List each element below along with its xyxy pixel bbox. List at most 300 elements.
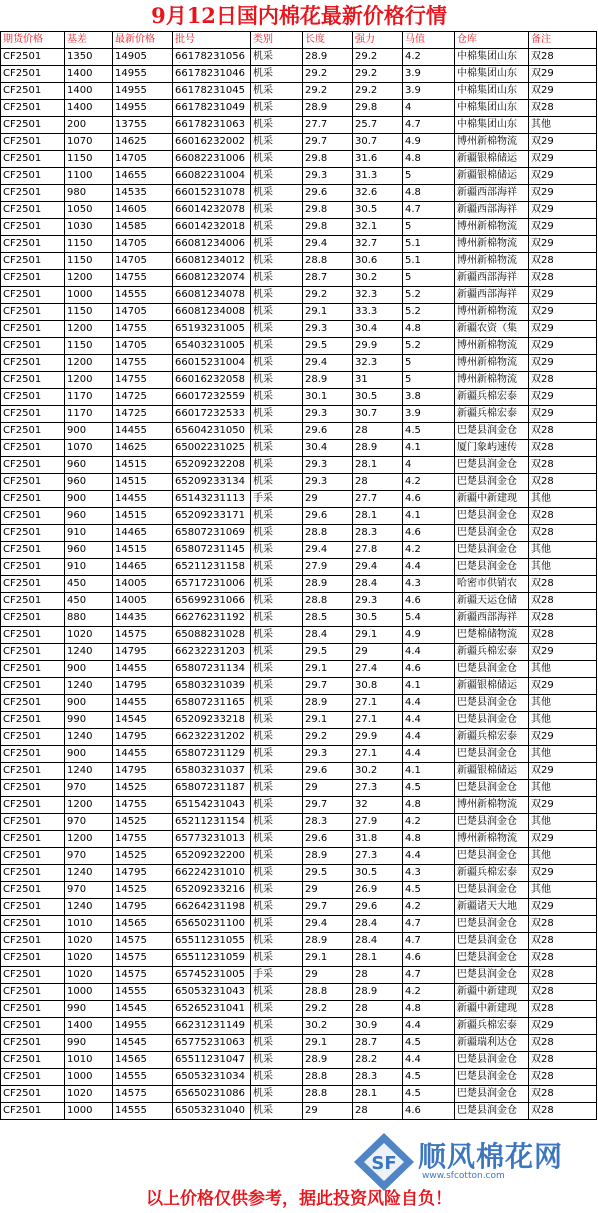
table-cell: 14795 xyxy=(113,678,173,695)
table-cell: 14755 xyxy=(113,372,173,389)
table-cell: 1000 xyxy=(65,287,113,304)
table-cell: 机采 xyxy=(251,474,303,491)
table-cell: 1350 xyxy=(65,49,113,66)
table-cell: 28.3 xyxy=(353,525,403,542)
table-cell: 4.5 xyxy=(403,423,455,440)
table-cell: 机采 xyxy=(251,576,303,593)
table-cell: 14465 xyxy=(113,525,173,542)
table-cell: 巴楚棉储物流 xyxy=(455,627,529,644)
table-cell: 新疆中新建现 xyxy=(455,491,529,508)
table-cell: 28.8 xyxy=(303,525,353,542)
table-cell: 990 xyxy=(65,712,113,729)
table-cell: 14625 xyxy=(113,134,173,151)
table-cell: 中棉集团山东 xyxy=(455,66,529,83)
table-cell: 4.6 xyxy=(403,491,455,508)
table-cell: 65803231039 xyxy=(173,678,251,695)
table-cell: 29.8 xyxy=(303,202,353,219)
table-cell: 新疆天运仓储 xyxy=(455,593,529,610)
table-row xyxy=(1,542,597,559)
table-cell: 13755 xyxy=(113,117,173,134)
table-cell: 900 xyxy=(65,695,113,712)
table-cell: CF2501 xyxy=(1,474,65,491)
table-cell: 机采 xyxy=(251,950,303,967)
table-cell: 4.4 xyxy=(403,1052,455,1069)
table-cell: 其他 xyxy=(529,695,597,712)
table-cell: 14535 xyxy=(113,185,173,202)
table-cell: 65807231069 xyxy=(173,525,251,542)
table-cell: 5.2 xyxy=(403,338,455,355)
table-cell: 1150 xyxy=(65,304,113,321)
table-cell: 65803231037 xyxy=(173,763,251,780)
table-cell: 28.1 xyxy=(353,1086,403,1103)
table-cell: 1150 xyxy=(65,236,113,253)
table-cell: 双28 xyxy=(529,593,597,610)
table-cell: 5 xyxy=(403,372,455,389)
table-cell: 28.9 xyxy=(303,372,353,389)
table-cell: 双28 xyxy=(529,1001,597,1018)
table-cell: 博州新棉物流 xyxy=(455,372,529,389)
table-cell: CF2501 xyxy=(1,644,65,661)
table-cell: 4.8 xyxy=(403,185,455,202)
table-cell: 巴楚县润金仓 xyxy=(455,848,529,865)
table-row xyxy=(1,202,597,219)
table-cell: 5.4 xyxy=(403,610,455,627)
table-cell: 双29 xyxy=(529,219,597,236)
table-cell: 双28 xyxy=(529,423,597,440)
table-cell: 29.2 xyxy=(303,287,353,304)
table-cell: 机采 xyxy=(251,814,303,831)
table-cell: 29.4 xyxy=(303,355,353,372)
table-cell: 机采 xyxy=(251,882,303,899)
table-cell: 机采 xyxy=(251,797,303,814)
table-cell: 14575 xyxy=(113,950,173,967)
table-cell: 1400 xyxy=(65,100,113,117)
table-cell: 28.3 xyxy=(303,814,353,831)
table-cell: 双28 xyxy=(529,525,597,542)
table-cell: 其他 xyxy=(529,780,597,797)
table-cell: 其他 xyxy=(529,661,597,678)
table-cell: 4.7 xyxy=(403,202,455,219)
table-cell: 29.3 xyxy=(303,168,353,185)
table-cell: 29.5 xyxy=(303,644,353,661)
table-cell: 博州新棉物流 xyxy=(455,355,529,372)
table-cell: 中棉集团山东 xyxy=(455,100,529,117)
table-row xyxy=(1,1018,597,1035)
table-cell: 66081234012 xyxy=(173,253,251,270)
table-cell: 双28 xyxy=(529,627,597,644)
table-cell: 29 xyxy=(303,882,353,899)
table-cell: 双29 xyxy=(529,151,597,168)
table-cell: 66017232559 xyxy=(173,389,251,406)
table-cell: 29.2 xyxy=(303,1001,353,1018)
table-cell: 29 xyxy=(303,1103,353,1120)
table-cell: 26.9 xyxy=(353,882,403,899)
table-cell: 28 xyxy=(353,1103,403,1120)
table-cell: 66276231192 xyxy=(173,610,251,627)
table-cell: 1030 xyxy=(65,219,113,236)
table-cell: 4.5 xyxy=(403,780,455,797)
table-cell: 机采 xyxy=(251,865,303,882)
table-cell: 65807231187 xyxy=(173,780,251,797)
table-cell: 4.6 xyxy=(403,950,455,967)
table-cell: 28.1 xyxy=(353,950,403,967)
table-cell: 14455 xyxy=(113,423,173,440)
table-cell: 其他 xyxy=(529,491,597,508)
table-cell: CF2501 xyxy=(1,525,65,542)
table-cell: 65807231145 xyxy=(173,542,251,559)
table-cell: 66224231010 xyxy=(173,865,251,882)
table-cell: 28.9 xyxy=(303,49,353,66)
table-cell: 14955 xyxy=(113,100,173,117)
table-cell: 4.4 xyxy=(403,746,455,763)
table-cell: 29.9 xyxy=(353,338,403,355)
table-cell: 机采 xyxy=(251,168,303,185)
table-row xyxy=(1,865,597,882)
table-cell: 28.4 xyxy=(353,933,403,950)
table-cell: 4.4 xyxy=(403,729,455,746)
table-cell: 65511231059 xyxy=(173,950,251,967)
table-cell: 4.2 xyxy=(403,49,455,66)
table-cell: 新疆西部海祥 xyxy=(455,270,529,287)
table-row xyxy=(1,1086,597,1103)
table-cell: 4.5 xyxy=(403,1035,455,1052)
table-cell: 1050 xyxy=(65,202,113,219)
table-cell: 机采 xyxy=(251,848,303,865)
table-cell: 中棉集团山东 xyxy=(455,83,529,100)
table-cell: 机采 xyxy=(251,1052,303,1069)
table-cell: 28 xyxy=(353,967,403,984)
column-header: 批号 xyxy=(173,32,251,49)
table-cell: 31.6 xyxy=(353,151,403,168)
table-cell: 14435 xyxy=(113,610,173,627)
table-row xyxy=(1,644,597,661)
table-cell: CF2501 xyxy=(1,134,65,151)
table-cell: 1200 xyxy=(65,797,113,814)
table-row xyxy=(1,593,597,610)
table-row xyxy=(1,1052,597,1069)
table-row xyxy=(1,304,597,321)
table-cell: 14575 xyxy=(113,933,173,950)
table-cell: 巴楚县润金仓 xyxy=(455,661,529,678)
table-cell: 双29 xyxy=(529,134,597,151)
table-cell: 3.9 xyxy=(403,83,455,100)
table-row xyxy=(1,338,597,355)
table-cell: 30.5 xyxy=(353,610,403,627)
column-header: 长度 xyxy=(303,32,353,49)
table-cell: 1070 xyxy=(65,134,113,151)
table-cell: 990 xyxy=(65,1035,113,1052)
table-cell: 66082231006 xyxy=(173,151,251,168)
table-cell: CF2501 xyxy=(1,746,65,763)
table-cell: 14555 xyxy=(113,1103,173,1120)
table-row xyxy=(1,423,597,440)
table-cell: 双28 xyxy=(529,916,597,933)
table-cell: 14525 xyxy=(113,780,173,797)
table-cell: 4.7 xyxy=(403,117,455,134)
table-cell: CF2501 xyxy=(1,440,65,457)
table-cell: CF2501 xyxy=(1,848,65,865)
table-cell: 机采 xyxy=(251,253,303,270)
table-cell: 28.1 xyxy=(353,508,403,525)
column-header: 最新价格 xyxy=(113,32,173,49)
table-cell: 900 xyxy=(65,423,113,440)
table-cell: 机采 xyxy=(251,406,303,423)
table-cell: 29.3 xyxy=(303,457,353,474)
table-cell: 65209232200 xyxy=(173,848,251,865)
table-cell: 25.7 xyxy=(353,117,403,134)
table-cell: 4.5 xyxy=(403,1086,455,1103)
table-cell: 27.8 xyxy=(353,542,403,559)
table-cell: 4.8 xyxy=(403,797,455,814)
table-cell: 巴楚县润金仓 xyxy=(455,1069,529,1086)
table-cell: 14525 xyxy=(113,848,173,865)
table-cell: 14795 xyxy=(113,644,173,661)
table-cell: 1170 xyxy=(65,389,113,406)
table-cell: 4.4 xyxy=(403,712,455,729)
table-row xyxy=(1,933,597,950)
table-cell: 14545 xyxy=(113,1035,173,1052)
table-row xyxy=(1,508,597,525)
table-cell: 双29 xyxy=(529,202,597,219)
table-cell: 27.1 xyxy=(353,695,403,712)
table-cell: 14565 xyxy=(113,1052,173,1069)
table-cell: 29.6 xyxy=(303,423,353,440)
table-row xyxy=(1,406,597,423)
table-cell: 910 xyxy=(65,525,113,542)
table-cell: 机采 xyxy=(251,695,303,712)
table-cell: CF2501 xyxy=(1,83,65,100)
table-cell: 65211231154 xyxy=(173,814,251,831)
table-row xyxy=(1,695,597,712)
table-cell: 巴楚县润金仓 xyxy=(455,695,529,712)
table-cell: 机采 xyxy=(251,304,303,321)
table-cell: 其他 xyxy=(529,117,597,134)
table-cell: CF2501 xyxy=(1,49,65,66)
table-cell: 66081234008 xyxy=(173,304,251,321)
table-cell: 新疆西部海祥 xyxy=(455,185,529,202)
table-row xyxy=(1,950,597,967)
table-cell: CF2501 xyxy=(1,661,65,678)
table-cell: 65211231158 xyxy=(173,559,251,576)
table-cell: 4.4 xyxy=(403,644,455,661)
table-cell: 29.7 xyxy=(303,678,353,695)
table-cell: 5 xyxy=(403,219,455,236)
table-cell: 新疆西部海祥 xyxy=(455,202,529,219)
table-cell: 65053231040 xyxy=(173,1103,251,1120)
table-cell: 新疆银棉储运 xyxy=(455,168,529,185)
table-cell: 66081234078 xyxy=(173,287,251,304)
table-cell: 双28 xyxy=(529,967,597,984)
table-cell: 29.7 xyxy=(303,899,353,916)
table-cell: 机采 xyxy=(251,542,303,559)
table-cell: 双28 xyxy=(529,1069,597,1086)
table-cell: CF2501 xyxy=(1,610,65,627)
table-cell: 66015231004 xyxy=(173,355,251,372)
table-cell: 30.5 xyxy=(353,202,403,219)
price-table xyxy=(0,31,597,1120)
table-cell: 4.5 xyxy=(403,882,455,899)
table-cell: 960 xyxy=(65,457,113,474)
table-cell: CF2501 xyxy=(1,185,65,202)
table-cell: 65209233218 xyxy=(173,712,251,729)
table-cell: 双29 xyxy=(529,763,597,780)
table-cell: 新疆兵棉宏泰 xyxy=(455,729,529,746)
table-cell: 双29 xyxy=(529,899,597,916)
disclaimer: 以上价格仅供参考，据此投资风险自负！ xyxy=(146,1189,452,1209)
table-cell: 27.1 xyxy=(353,746,403,763)
table-cell: 4.9 xyxy=(403,134,455,151)
table-cell: 30.5 xyxy=(353,389,403,406)
table-cell: 28.9 xyxy=(303,100,353,117)
table-cell: 970 xyxy=(65,848,113,865)
table-cell: 哈密市供销农 xyxy=(455,576,529,593)
table-cell: 960 xyxy=(65,542,113,559)
table-cell: 65650231086 xyxy=(173,1086,251,1103)
sf-logo-icon xyxy=(352,1131,416,1193)
table-cell: 65193231005 xyxy=(173,321,251,338)
table-cell: CF2501 xyxy=(1,559,65,576)
table-cell: 32.3 xyxy=(353,287,403,304)
table-cell: 27.9 xyxy=(303,559,353,576)
table-cell: 970 xyxy=(65,814,113,831)
table-cell: 900 xyxy=(65,491,113,508)
table-cell: 5.2 xyxy=(403,287,455,304)
table-cell: 28 xyxy=(353,474,403,491)
table-row xyxy=(1,66,597,83)
table-cell: 机采 xyxy=(251,780,303,797)
table-cell: 200 xyxy=(65,117,113,134)
table-cell: 65209233171 xyxy=(173,508,251,525)
table-row xyxy=(1,151,597,168)
table-cell: 29.6 xyxy=(303,763,353,780)
table-cell: 28.9 xyxy=(353,984,403,1001)
table-cell: 机采 xyxy=(251,457,303,474)
table-cell: 65773231013 xyxy=(173,831,251,848)
table-row xyxy=(1,763,597,780)
table-cell: 29.3 xyxy=(303,474,353,491)
table-cell: 29.6 xyxy=(303,508,353,525)
table-cell: 双28 xyxy=(529,100,597,117)
table-cell: 机采 xyxy=(251,610,303,627)
table-cell: 29.3 xyxy=(353,593,403,610)
table-cell: 双29 xyxy=(529,1018,597,1035)
watermark xyxy=(352,1131,584,1193)
table-cell: 巴楚县润金仓 xyxy=(455,1086,529,1103)
table-row xyxy=(1,848,597,865)
table-cell: 1000 xyxy=(65,984,113,1001)
table-cell: 28.8 xyxy=(303,1069,353,1086)
table-cell: CF2501 xyxy=(1,270,65,287)
table-cell: CF2501 xyxy=(1,865,65,882)
table-cell: CF2501 xyxy=(1,814,65,831)
table-cell: 29.2 xyxy=(303,66,353,83)
table-cell: 65265231041 xyxy=(173,1001,251,1018)
table-cell: 3.9 xyxy=(403,66,455,83)
table-cell: 65650231100 xyxy=(173,916,251,933)
table-cell: 29.3 xyxy=(303,746,353,763)
table-cell: 32.1 xyxy=(353,219,403,236)
table-cell: 5.1 xyxy=(403,253,455,270)
table-cell: 新疆诸天大地 xyxy=(455,899,529,916)
table-cell: 巴楚县润金仓 xyxy=(455,746,529,763)
table-cell: 机采 xyxy=(251,593,303,610)
table-cell: 65807231134 xyxy=(173,661,251,678)
table-cell: 14575 xyxy=(113,627,173,644)
table-cell: 双28 xyxy=(529,253,597,270)
table-cell: 30.6 xyxy=(353,253,403,270)
table-cell: 14555 xyxy=(113,1069,173,1086)
table-cell: 65209232208 xyxy=(173,457,251,474)
table-cell: 29.7 xyxy=(303,134,353,151)
table-cell: 机采 xyxy=(251,678,303,695)
table-cell: 29.8 xyxy=(353,100,403,117)
table-cell: 14545 xyxy=(113,1001,173,1018)
table-cell: 双28 xyxy=(529,984,597,1001)
table-row xyxy=(1,916,597,933)
table-cell: 29.1 xyxy=(303,304,353,321)
table-cell: 14795 xyxy=(113,763,173,780)
table-row xyxy=(1,678,597,695)
table-cell: 450 xyxy=(65,593,113,610)
table-cell: 4.3 xyxy=(403,865,455,882)
table-cell: 30.4 xyxy=(303,440,353,457)
table-cell: 65604231050 xyxy=(173,423,251,440)
table-cell: 双29 xyxy=(529,355,597,372)
table-cell: 机采 xyxy=(251,1018,303,1035)
table-cell: 巴楚县润金仓 xyxy=(455,542,529,559)
table-cell: 29.4 xyxy=(303,916,353,933)
table-cell: 机采 xyxy=(251,933,303,950)
table-row xyxy=(1,797,597,814)
table-cell: 27.7 xyxy=(353,491,403,508)
table-cell: 4.2 xyxy=(403,899,455,916)
table-cell: 960 xyxy=(65,508,113,525)
table-cell: 29.1 xyxy=(303,661,353,678)
table-cell: CF2501 xyxy=(1,389,65,406)
table-cell: 1020 xyxy=(65,627,113,644)
table-cell: 双28 xyxy=(529,1052,597,1069)
table-cell: 3.9 xyxy=(403,406,455,423)
table-cell: CF2501 xyxy=(1,100,65,117)
table-cell: 14725 xyxy=(113,389,173,406)
table-cell: 14525 xyxy=(113,882,173,899)
table-cell: 66014232078 xyxy=(173,202,251,219)
table-cell: 29.6 xyxy=(303,831,353,848)
table-row xyxy=(1,321,597,338)
table-cell: 4.2 xyxy=(403,984,455,1001)
table-cell: 1200 xyxy=(65,831,113,848)
table-cell: 1400 xyxy=(65,66,113,83)
table-row xyxy=(1,457,597,474)
table-cell: 巴楚县润金仓 xyxy=(455,1052,529,1069)
table-cell: 14955 xyxy=(113,66,173,83)
table-cell: 博州新棉物流 xyxy=(455,253,529,270)
table-cell: 66178231056 xyxy=(173,49,251,66)
table-cell: 65807231165 xyxy=(173,695,251,712)
table-cell: 双28 xyxy=(529,440,597,457)
table-cell: CF2501 xyxy=(1,304,65,321)
table-cell: 29.3 xyxy=(303,406,353,423)
table-cell: CF2501 xyxy=(1,899,65,916)
table-cell: CF2501 xyxy=(1,1035,65,1052)
column-header: 基差 xyxy=(65,32,113,49)
table-row xyxy=(1,372,597,389)
table-cell: 29.4 xyxy=(353,559,403,576)
table-cell: 65002231025 xyxy=(173,440,251,457)
table-cell: 29.2 xyxy=(353,49,403,66)
table-cell: 66015231078 xyxy=(173,185,251,202)
table-cell: 双28 xyxy=(529,508,597,525)
